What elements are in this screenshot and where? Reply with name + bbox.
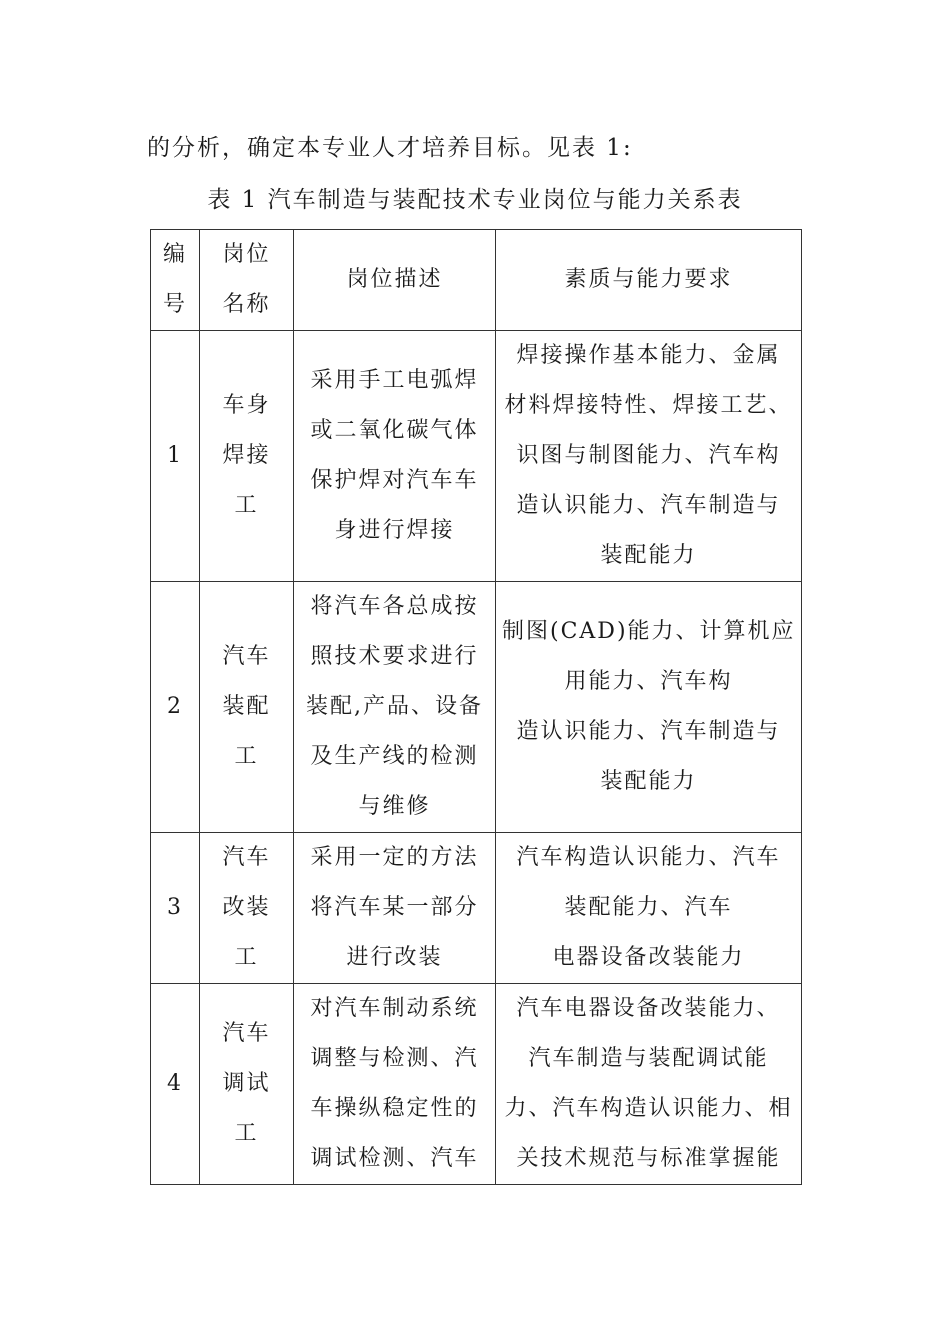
row-job-desc: 将汽车各总成按 照技术要求进行 装配,产品、设备 及生产线的检测 与维修 [294,582,496,833]
row-no: 4 [151,984,200,1185]
table-header-row [151,230,802,331]
header-desc: 岗位描述 [294,230,496,331]
row-job-req: 制图(CAD)能力、计算机应 用能力、汽车构 造认识能力、汽车制造与 装配能力 [496,582,802,833]
row-no: 2 [151,582,200,833]
row-job-desc: 采用手工电弧焊 或二氧化碳气体 保护焊对汽车车 身进行焊接 [294,331,496,582]
table-row [151,833,802,984]
table-row [151,582,802,833]
table-row [151,331,802,582]
row-no: 3 [151,833,200,984]
row-job-req: 汽车电器设备改装能力、 汽车制造与装配调试能 力、汽车构造认识能力、相 关技术规范与标准掌握能 [496,984,802,1185]
table-row [151,984,802,1185]
job-ability-table [150,229,802,1185]
row-job-name: 汽车 装配 工 [200,582,294,833]
row-no: 1 [151,331,200,582]
header-name: 岗位 名称 [200,230,294,331]
row-job-desc: 对汽车制动系统 调整与检测、汽 车操纵稳定性的 调试检测、汽车 [294,984,496,1185]
header-req: 素质与能力要求 [496,230,802,331]
row-job-name: 汽车 改装 工 [200,833,294,984]
row-job-name: 车身 焊接 工 [200,331,294,582]
header-no: 编 号 [151,230,200,331]
row-job-req: 焊接操作基本能力、金属 材料焊接特性、焊接工艺、 识图与制图能力、汽车构 造认识能力、汽车制造与 装配能力 [496,331,802,582]
row-job-req: 汽车构造认识能力、汽车 装配能力、汽车 电器设备改装能力 [496,833,802,984]
intro-paragraph: 的分析，确定本专业人才培养目标。见表 1: [147,135,633,161]
row-job-name: 汽车 调试 工 [200,984,294,1185]
table-caption: 表 1 汽车制造与装配技术专业岗位与能力关系表 [207,187,743,213]
row-job-desc: 采用一定的方法 将汽车某一部分 进行改装 [294,833,496,984]
